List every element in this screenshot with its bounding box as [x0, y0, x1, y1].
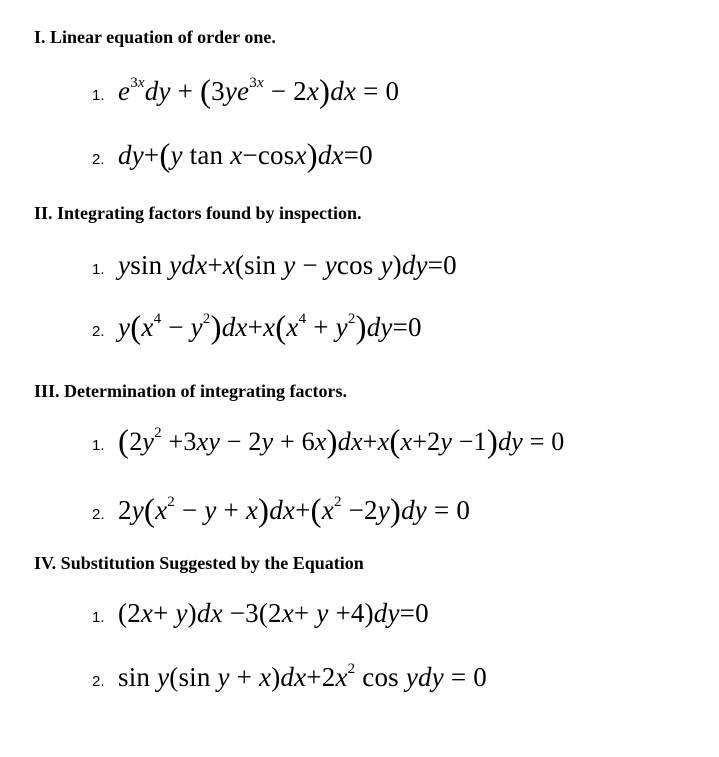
item-number: 1.	[92, 437, 105, 454]
equation-item	[92, 138, 373, 174]
equation-item	[92, 424, 565, 460]
equation: $(2y^2 +3xy - 2y + 6x)dx+x(x+2y -1)dy = 0$	[118, 424, 565, 460]
equation: ysin ydx+x(sin y − ycos y)dy=0	[118, 250, 457, 280]
equation-item	[92, 598, 429, 629]
section-heading-4: IV. Substitution Suggested by the Equation	[34, 553, 364, 573]
section-heading-1: I. Linear equation of order one.	[34, 27, 276, 47]
equation: $2y(x^2 - y + x)dx+(x^2 -2y)dy = 0$	[118, 493, 471, 529]
equation-item	[92, 310, 422, 346]
equation: dy+(y tan x−cosx)dx=0	[118, 138, 373, 174]
item-number: 2.	[92, 506, 105, 523]
equation-item	[92, 250, 457, 281]
equation: $y(x^4 - y^2)dx+x(x^4 + y^2)dy=0$	[118, 310, 422, 346]
item-number: 2.	[92, 323, 105, 340]
equation-item	[92, 74, 400, 110]
equation: $e^{3x}dy + (3ye^{3x} - 2x)dx = 0$	[118, 74, 400, 110]
item-number: 1.	[92, 261, 105, 278]
item-number: 2.	[92, 151, 105, 168]
item-number: 1.	[92, 87, 105, 104]
item-number: 1.	[92, 609, 105, 626]
equation: (2x+ y)dx −3(2x+ y +4)dy=0	[118, 598, 429, 628]
section-heading-3: III. Determination of integrating factors.	[34, 381, 347, 401]
equation-item	[92, 493, 471, 529]
equation: sin y(sin $y + x)dx+2x^2$ cos ydy = 0	[118, 661, 487, 692]
item-number: 2.	[92, 673, 105, 690]
equation-item	[92, 662, 487, 693]
section-heading-2: II. Integrating factors found by inspection.	[34, 203, 362, 223]
